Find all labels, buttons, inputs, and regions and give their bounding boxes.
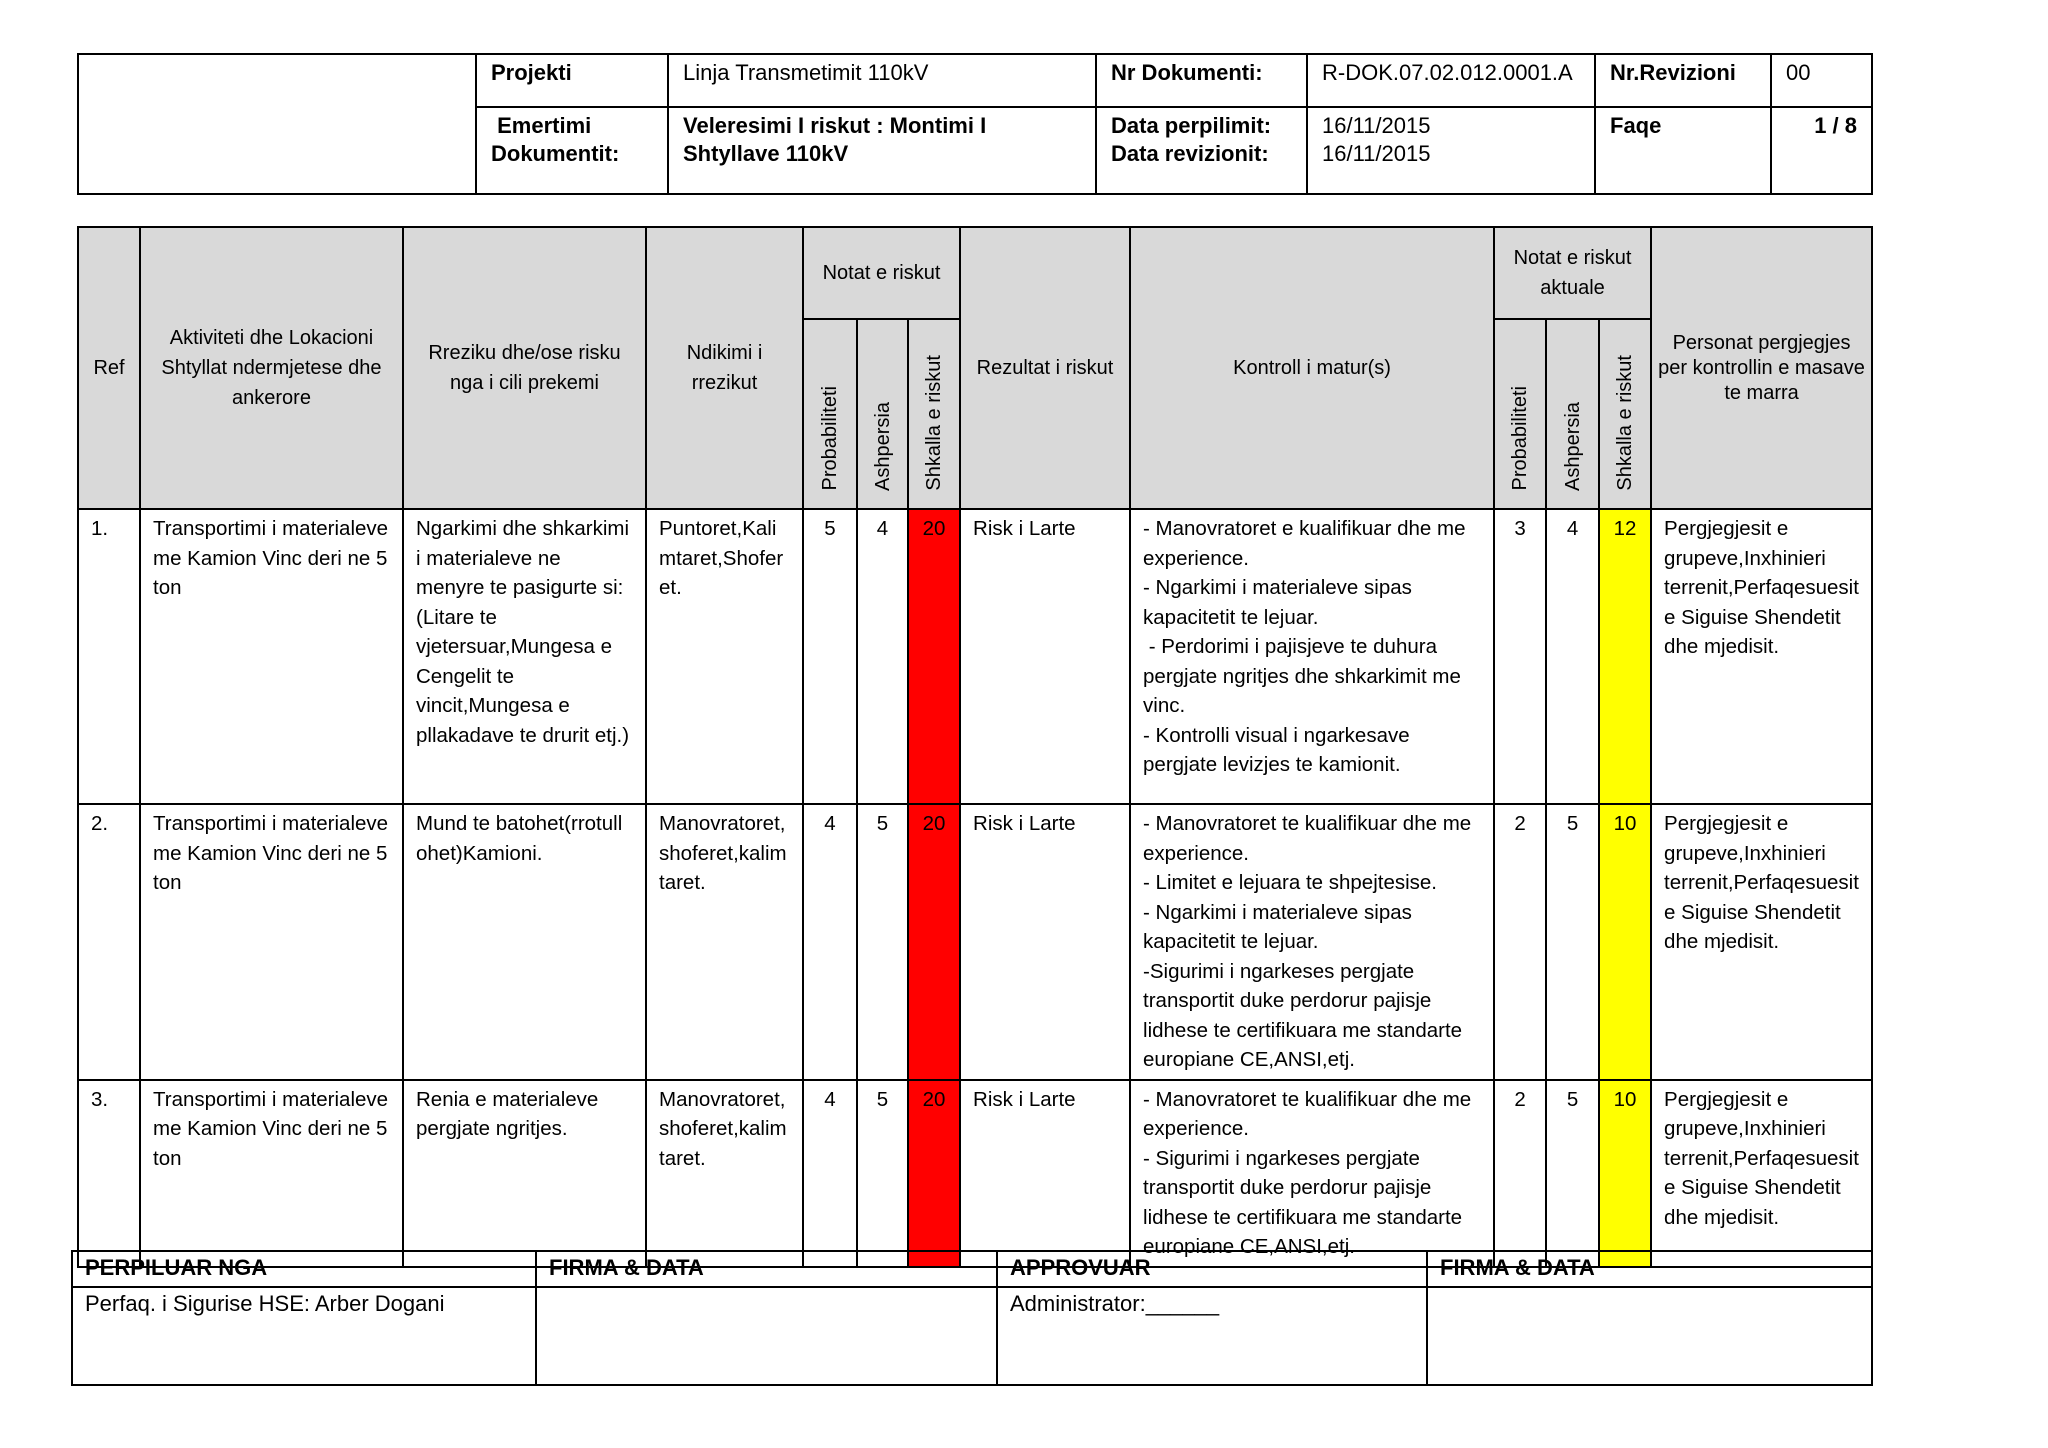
perpiluar-label: PERPILUAR NGA xyxy=(72,1251,536,1287)
data-labels xyxy=(1096,107,1307,194)
col-header-shkalla xyxy=(908,319,960,509)
table-row xyxy=(78,509,1872,804)
emertimi-value xyxy=(668,107,1096,194)
emertimi-label-line1: Emertimi xyxy=(491,113,592,138)
shkalla-aktuale-text: Shkalla e riskut xyxy=(1614,355,1637,491)
col-header-rezultat: Rezultat i riskut xyxy=(960,227,1130,509)
signature-footer xyxy=(71,1250,1873,1386)
col-header-kontroll: Kontroll i matur(s) xyxy=(1130,227,1494,509)
cell-ndikimi: Puntoret,Kalimtaret,Shoferet. xyxy=(646,509,803,804)
approvuar-label: APPROVUAR xyxy=(997,1251,1427,1287)
cell-probabiliteti-aktuale: 2 xyxy=(1494,1080,1546,1267)
administrator-field: Administrator:______ xyxy=(997,1287,1427,1385)
cell-probabiliteti-aktuale: 2 xyxy=(1494,804,1546,1080)
cell-shkalla-high: 20 xyxy=(908,509,960,804)
cell-shkalla-aktuale: 10 xyxy=(1599,804,1651,1080)
cell-personat: Pergjegjesit e grupeve,Inxhinieri terrenit,Perfaqesuesit e Siguise Shendetit dhe mjedisit. xyxy=(1651,509,1872,804)
ashpersia-aktuale-text: Ashpersia xyxy=(1561,402,1584,491)
firma-data-field xyxy=(536,1287,997,1385)
data-perpilimit-value: 16/11/2015 xyxy=(1322,113,1431,138)
col-header-shkalla-aktuale xyxy=(1599,319,1651,509)
faqe-label: Faqe xyxy=(1595,107,1771,194)
col-header-ndikimi: Ndikimi i rrezikut xyxy=(646,227,803,509)
cell-probabiliteti: 4 xyxy=(803,804,857,1080)
cell-aktiviteti: Transportimi i materialeve me Kamion Vinc deri ne 5 ton xyxy=(140,509,403,804)
probabiliteti-text: Probabiliteti xyxy=(819,386,841,491)
kontroll-line: - Manovratoret te kualifikuar dhe me experience. xyxy=(1143,1087,1472,1140)
projekti-label: Projekti xyxy=(476,54,668,107)
shkalla-text: Shkalla e riskut xyxy=(923,355,945,491)
col-header-probabiliteti-aktuale xyxy=(1494,319,1546,509)
nr-dokumenti-label: Nr Dokumenti: xyxy=(1096,54,1307,107)
col-header-notat-aktuale: Notat e riskut aktuale xyxy=(1494,227,1651,319)
col-header-ref: Ref xyxy=(78,227,140,509)
kontroll-line: - Ngarkimi i materialeve sipas kapacitetit te lejuar. xyxy=(1143,900,1412,953)
cell-shkalla-aktuale: 10 xyxy=(1599,1080,1651,1267)
emertimi-value-line1: Veleresimi I riskut : Montimi I xyxy=(683,113,987,138)
cell-ashpersia: 5 xyxy=(857,804,908,1080)
cell-personat: Pergjegjesit e grupeve,Inxhinieri terrenit,Perfaqesuesit e Siguise Shendetit dhe mjedisit. xyxy=(1651,1080,1872,1267)
col-header-notat: Notat e riskut xyxy=(803,227,960,319)
kontroll-line: - Manovratoret e kualifikuar dhe me experience. xyxy=(1143,517,1466,570)
ashpersia-text: Ashpersia xyxy=(871,402,894,491)
risk-assessment-table xyxy=(77,226,1873,1268)
table-row xyxy=(78,1080,1872,1267)
cell-rreziku: Renia e materialeve pergjate ngritjes. xyxy=(403,1080,646,1267)
data-revizionit-label: Data revizionit: xyxy=(1111,141,1269,166)
cell-shkalla-high: 20 xyxy=(908,804,960,1080)
kontroll-line: - Limitet e lejuara te shpejtesise. xyxy=(1143,871,1437,894)
cell-shkalla-aktuale: 12 xyxy=(1599,509,1651,804)
cell-shkalla-high: 20 xyxy=(908,1080,960,1267)
firma-data-label: FIRMA & DATA xyxy=(536,1251,997,1287)
cell-kontroll xyxy=(1130,1080,1494,1267)
cell-rreziku: Ngarkimi dhe shkarkimi i materialeve ne menyre te pasigurte si:(Litare te vjetersuar,Mungesa e Cengelit te vincit,Mungesa e pllakadave te drurit etj.) xyxy=(403,509,646,804)
kontroll-line: - Sigurimi i ngarkeses pergjate transportit duke perdorur pajisje lidhese te certifikuara me standarte europiane CE,ANSI,etj. xyxy=(1143,1146,1463,1258)
cell-kontroll xyxy=(1130,509,1494,804)
cell-ndikimi: Manovratoret,shoferet,kalimtaret. xyxy=(646,1080,803,1267)
cell-rreziku: Mund te batohet(rrotullohet)Kamioni. xyxy=(403,804,646,1080)
perpiluar-value: Perfaq. i Sigurise HSE: Arber Dogani xyxy=(72,1287,536,1385)
cell-personat: Pergjegjesit e grupeve,Inxhinieri terrenit,Perfaqesuesit e Siguise Shendetit dhe mjedisit. xyxy=(1651,804,1872,1080)
emertimi-label xyxy=(476,107,668,194)
nr-dokumenti-value: R-DOK.07.02.012.0001.A xyxy=(1307,54,1595,107)
document-header xyxy=(77,53,1873,195)
cell-rezultat: Risk i Larte xyxy=(960,1080,1130,1267)
cell-rezultat: Risk i Larte xyxy=(960,804,1130,1080)
cell-probabiliteti: 5 xyxy=(803,509,857,804)
kontroll-line: - Ngarkimi i materialeve sipas kapacitetit te lejuar. xyxy=(1143,576,1412,629)
cell-ashpersia-aktuale: 5 xyxy=(1546,804,1599,1080)
cell-ashpersia-aktuale: 4 xyxy=(1546,509,1599,804)
data-values xyxy=(1307,107,1595,194)
faqe-value: 1 / 8 xyxy=(1771,107,1872,194)
cell-rezultat: Risk i Larte xyxy=(960,509,1130,804)
col-header-personat: Personat pergjegjes per kontrollin e masave te marra xyxy=(1651,227,1872,509)
col-header-aktiviteti: Aktiviteti dhe Lokacioni Shtyllat ndermjetese dhe ankerore xyxy=(140,227,403,509)
kontroll-line: - Perdorimi i pajisjeve te duhura pergjate ngritjes dhe shkarkimit me vinc. xyxy=(1143,635,1467,717)
nr-revizioni-value: 00 xyxy=(1771,54,1872,107)
logo-area xyxy=(78,54,476,194)
emertimi-label-line2: Dokumentit: xyxy=(491,141,620,166)
cell-aktiviteti: Transportimi i materialeve me Kamion Vinc deri ne 5 ton xyxy=(140,804,403,1080)
firma-data-field-2 xyxy=(1427,1287,1872,1385)
cell-ref: 1. xyxy=(78,509,140,804)
kontroll-line: - Kontrolli visual i ngarkesave pergjate levizjes te kamionit. xyxy=(1143,723,1410,776)
cell-probabiliteti: 4 xyxy=(803,1080,857,1267)
firma-data-label-2: FIRMA & DATA xyxy=(1427,1251,1872,1287)
cell-ashpersia: 4 xyxy=(857,509,908,804)
data-revizionit-value: 16/11/2015 xyxy=(1322,141,1431,166)
cell-kontroll xyxy=(1130,804,1494,1080)
cell-ref: 3. xyxy=(78,1080,140,1267)
cell-probabiliteti-aktuale: 3 xyxy=(1494,509,1546,804)
data-perpilimit-label: Data perpilimit: xyxy=(1111,113,1272,138)
col-header-ashpersia-aktuale xyxy=(1546,319,1599,509)
cell-ashpersia-aktuale: 5 xyxy=(1546,1080,1599,1267)
cell-aktiviteti: Transportimi i materialeve me Kamion Vinc deri ne 5 ton xyxy=(140,1080,403,1267)
kontroll-line: - Manovratoret te kualifikuar dhe me experience. xyxy=(1143,812,1472,865)
projekti-value: Linja Transmetimit 110kV xyxy=(668,54,1096,107)
col-header-probabiliteti xyxy=(803,319,857,509)
col-header-ashpersia xyxy=(857,319,908,509)
cell-ndikimi: Manovratoret,shoferet,kalimtaret. xyxy=(646,804,803,1080)
emertimi-value-line2: Shtyllave 110kV xyxy=(683,141,849,166)
col-header-rreziku: Rreziku dhe/ose risku nga i cili prekemi xyxy=(403,227,646,509)
nr-revizioni-label: Nr.Revizioni xyxy=(1595,54,1771,107)
probabiliteti-aktuale-text: Probabiliteti xyxy=(1509,386,1532,491)
cell-ashpersia: 5 xyxy=(857,1080,908,1267)
table-row xyxy=(78,804,1872,1080)
cell-ref: 2. xyxy=(78,804,140,1080)
kontroll-line: -Sigurimi i ngarkeses pergjate transportit duke perdorur pajisje lidhese te certifikuara me standarte europiane CE,ANSI,etj. xyxy=(1143,959,1463,1071)
